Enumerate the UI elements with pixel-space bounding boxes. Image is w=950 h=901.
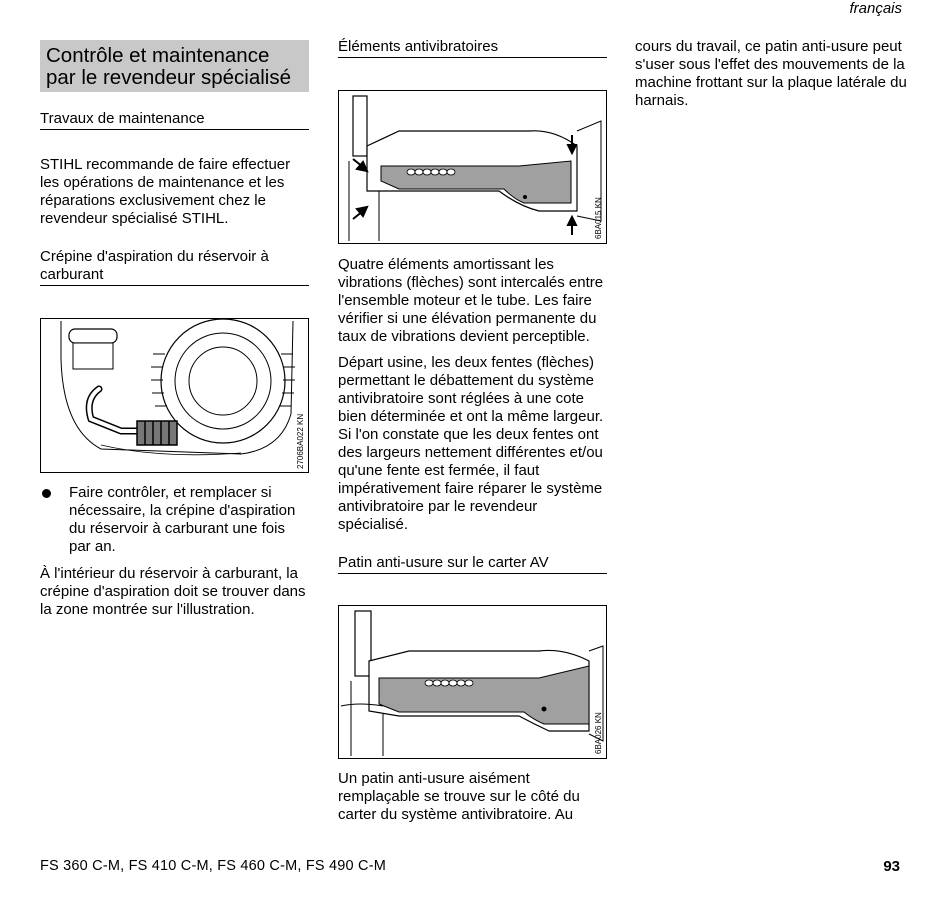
antivib-heading: Éléments antivibratoires (338, 38, 607, 58)
footer-models: FS 360 C-M, FS 410 C-M, FS 460 C-M, FS 490 C-M (40, 858, 386, 874)
strainer-bullet-text: Faire contrôler, et remplacer si nécessaire, la crépine d'aspiration du réservoir à carburant une fois par an. (69, 484, 296, 555)
bullet-icon (42, 489, 51, 498)
wear-pad-heading: Patin anti-usure sur le carter AV (338, 554, 607, 574)
strainer-heading: Crépine d'aspiration du réservoir à carburant (40, 248, 309, 286)
antivibration-illustration (338, 90, 607, 244)
wear-pad-text-start: Un patin anti-usure aisément remplaçable se trouve sur le côté du carter du système antivibratoire. Au (338, 770, 580, 823)
strainer-figure-code: 2706BA022 KN (296, 413, 305, 469)
antivib-paragraph-1: Quatre éléments amortissant les vibrations (flèches) sont intercalés entre l'ensemble moteur et le tube. Les faire vérifier si une élévation permanente du taux de vibrations devient perceptible. (338, 256, 604, 345)
maintenance-heading: Travaux de maintenance (40, 110, 309, 130)
antivib-figure-code: 6BA015 KN (594, 197, 603, 239)
wear-pad-figure-code: 6BA026 KN (594, 712, 603, 754)
wear-pad-text-continued: cours du travail, ce patin anti-usure peut s'user sous l'effet des mouvements de la machine frottant sur la plaque latérale du harnais. (635, 38, 907, 109)
wear-pad-illustration (338, 605, 607, 759)
page-number: 93 (883, 858, 900, 875)
fuel-strainer-illustration (40, 318, 309, 473)
section-title: Contrôle et maintenance par le revendeur spécialisé (40, 40, 309, 92)
language-label: français (849, 0, 902, 17)
maintenance-text: STIHL recommande de faire effectuer les opérations de maintenance et les réparations exclusivement chez le revendeur spécialisé STIHL. (40, 156, 291, 227)
strainer-text: À l'intérieur du réservoir à carburant, la crépine d'aspiration doit se trouver dans la zone montrée sur l'illustration. (40, 565, 306, 618)
antivib-paragraph-2: Départ usine, les deux fentes (flèches) permettant le débattement du système antivibratoire sont réglées à une cote bien déterminée et ont la même largeur. Si l'on constate que les deux fentes ont des largeurs nettement différentes et/ou qu'une fente est fermée, il faut impérativement faire réparer le système antivibratoire par le revendeur spécialisé. (338, 354, 604, 533)
